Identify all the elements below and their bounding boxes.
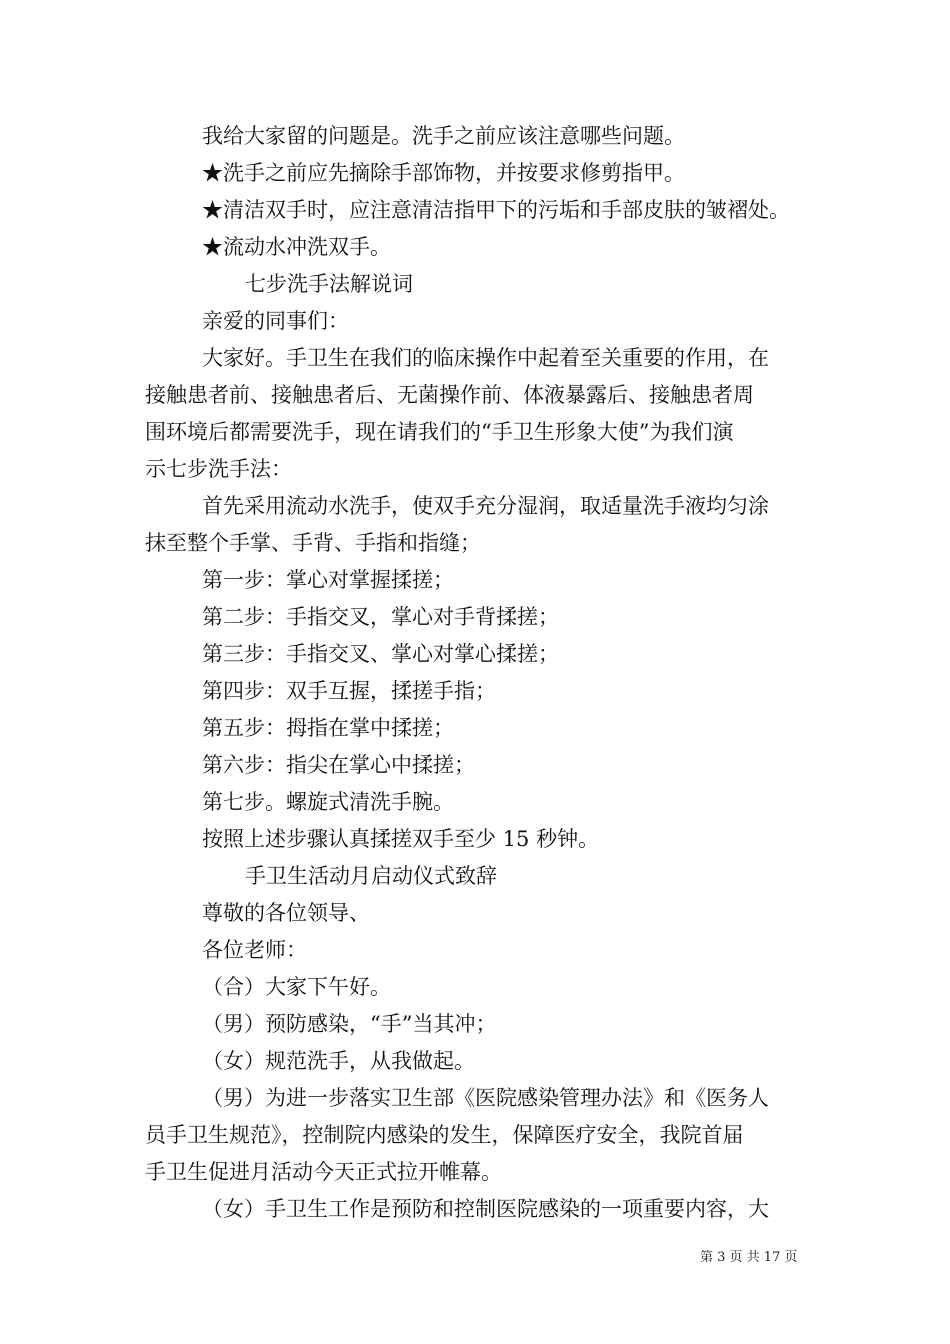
salutation: 各位老师： <box>202 938 307 962</box>
dialogue-line: （女）手卫生工作是预防和控制医院感染的一项重要内容，大 <box>202 1197 769 1221</box>
salutation: 亲爱的同事们： <box>202 309 349 333</box>
paragraph-line: 围环境后都需要洗手，现在请我们的“手卫生形象大使”为我们演 <box>145 420 734 444</box>
paragraph-line: 大家好。手卫生在我们的临床操作中起着至关重要的作用，在 <box>202 346 769 370</box>
step-line: 第一步：掌心对掌握揉搓； <box>202 568 454 592</box>
paragraph-line: 抹至整个手掌、手背、手指和指缝； <box>145 531 481 555</box>
paragraph-line: 员手卫生规范》，控制院内感染的发生，保障医疗安全，我院首届 <box>145 1123 744 1147</box>
dialogue-line: （合）大家下午好。 <box>202 975 391 999</box>
document-body <box>145 118 805 1228</box>
step-line: 第三步：手指交叉、掌心对掌心揉搓； <box>202 642 559 666</box>
paragraph-line: 首先采用流动水洗手，使双手充分湿润，取适量洗手液均匀涂 <box>202 494 769 518</box>
bullet-line: ★流动水冲洗双手。 <box>202 235 391 259</box>
step-line: 第四步：双手互握，揉搓手指； <box>202 679 496 703</box>
bullet-line: ★洗手之前应先摘除手部饰物，并按要求修剪指甲。 <box>202 161 685 185</box>
dialogue-line: （女）规范洗手，从我做起。 <box>202 1049 475 1073</box>
step-line: 第六步：指尖在掌心中揉搓； <box>202 753 475 777</box>
step-line: 第五步：拇指在掌中揉搓； <box>202 716 454 740</box>
step-line: 第七步。螺旋式清洗手腕。 <box>202 790 454 814</box>
dialogue-line: （男）为进一步落实卫生部《医院感染管理办法》和《医务人 <box>202 1086 769 1110</box>
section-title: 七步洗手法解说词 <box>245 272 413 296</box>
dialogue-line: （男）预防感染，“手”当其冲； <box>202 1012 497 1036</box>
paragraph-line: 手卫生促进月活动今天正式拉开帷幕。 <box>145 1160 502 1184</box>
paragraph-line: 我给大家留的问题是。洗手之前应该注意哪些问题。 <box>202 124 685 148</box>
step-line: 第二步：手指交叉，掌心对手背揉搓； <box>202 605 559 629</box>
paragraph-line: 按照上述步骤认真揉搓双手至少 15 秒钟。 <box>202 827 600 851</box>
paragraph-line: 接触患者前、接触患者后、无菌操作前、体液暴露后、接触患者周 <box>145 383 754 407</box>
paragraph-line: 示七步洗手法： <box>145 457 292 481</box>
salutation: 尊敬的各位领导、 <box>202 901 370 925</box>
section-title: 手卫生活动月启动仪式致辞 <box>245 864 497 888</box>
bullet-line: ★清洁双手时，应注意清洁指甲下的污垢和手部皮肤的皱褶处。 <box>202 198 790 222</box>
page-number-footer: 第 3 页 共 17 页 <box>700 1250 798 1265</box>
